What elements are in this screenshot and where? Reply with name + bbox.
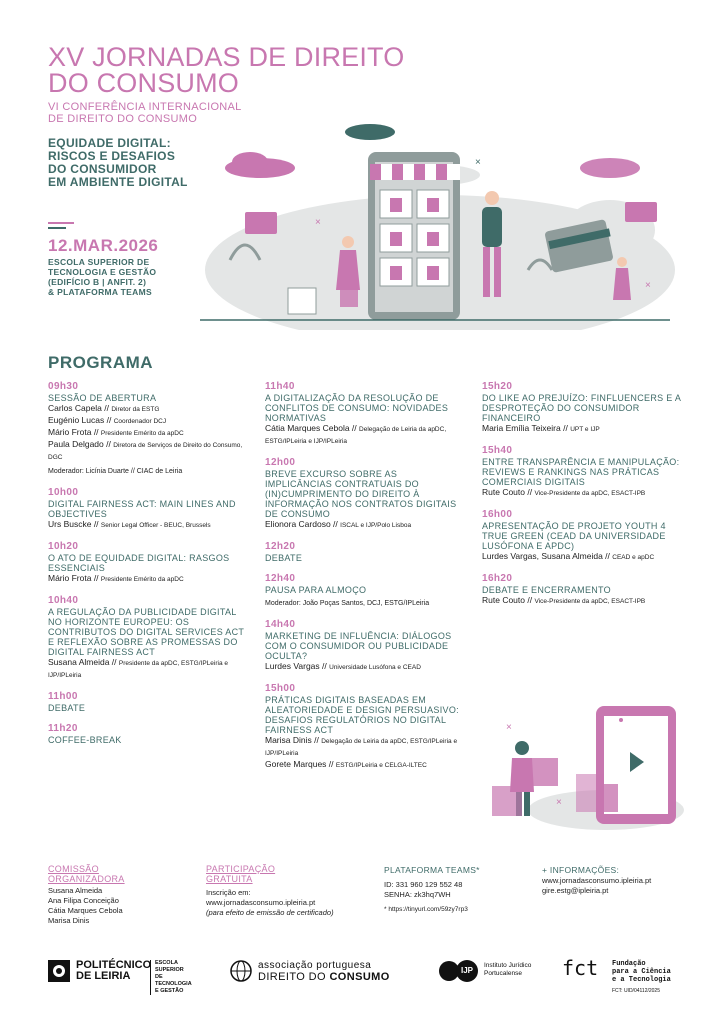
website-link[interactable]: www.jornadasconsumo.ipleiria.pt <box>542 876 652 885</box>
speaker <box>48 573 248 585</box>
speaker <box>48 439 248 463</box>
speaker-name: Marisa Dinis // <box>265 735 319 745</box>
program-session-title: A REGULAÇÃO DA PUBLICIDADE DIGITAL NO HORIZONTE EUROPEU: OS CONTRIBUTOS DO DIGITAL SERVICES ACT E REFLEXÃO SOBRE AS PROMESSAS DO DIGITAL FAIRNESS ACT <box>48 607 245 657</box>
speaker-name: Carlos Capela // <box>48 403 109 413</box>
program-time: 12h40 <box>265 573 296 584</box>
program-session-title: ENTRE TRANSPARÊNCIA E MANIPULAÇÃO: REVIEWS E RANKINGS NAS PRÁTICAS COMERCIAIS DIGITAIS <box>482 457 680 487</box>
program-time: 14h40 <box>265 619 296 630</box>
program-item <box>48 487 248 531</box>
program-session-title: DEBATE E ENCERRAMENTO <box>482 585 611 595</box>
speaker-affiliation: Universidade Lusófona e CEAD <box>329 664 421 671</box>
program-item <box>265 457 465 531</box>
speaker-affiliation: Coordenador DCJ <box>113 418 167 425</box>
speaker-name: Lurdes Vargas // <box>265 661 327 671</box>
program-session-title: PRÁTICAS DIGITAIS BASEADAS EM ALEATORIEDADE E DESIGN PERSUASIVO: DESAFIOS REGULATÓRIOS NO DIGITAL FAIRNESS ACT <box>265 695 459 735</box>
program-time: 12h20 <box>265 541 296 552</box>
program-item <box>48 723 248 745</box>
speaker-affiliation: Delegação de Leiria da apDC, ESTG/IPLeiria e IJP/IPLeiria <box>265 738 458 757</box>
program-session-title: DEBATE <box>48 703 86 713</box>
speaker-affiliation: Diretora de Serviços de Direito do Consumo, DGC <box>48 442 243 461</box>
speaker <box>482 551 682 563</box>
speaker <box>482 595 682 607</box>
program-time: 15h20 <box>482 381 513 392</box>
globe-icon <box>230 960 252 982</box>
program-time: 15h00 <box>265 683 296 694</box>
program-time: 09h30 <box>48 381 79 392</box>
speaker <box>265 661 465 673</box>
teams-info: PLATAFORMA TEAMS* ID: 331 960 129 552 48 SENHA: zk3hq7WH * https://tinyurl.com/59zy7rp3 <box>384 864 534 913</box>
program-time: 10h20 <box>48 541 79 552</box>
program-item <box>48 381 248 477</box>
program-session-title: DIGITAL FAIRNESS ACT: MAIN LINES AND OBJECTIVES <box>48 499 236 519</box>
speaker <box>265 519 465 531</box>
speaker <box>48 403 248 415</box>
program-item <box>265 619 465 673</box>
speaker <box>265 759 465 771</box>
shopping-illustration <box>190 120 680 330</box>
event-subtitle: VI CONFERÊNCIA INTERNACIONAL DE DIREITO DO CONSUMO <box>48 101 242 125</box>
speaker <box>48 427 248 439</box>
svg-text:×: × <box>645 280 651 291</box>
program-item <box>265 573 465 609</box>
svg-text:×: × <box>556 797 562 808</box>
event-theme: EQUIDADE DIGITAL: RISCOS E DESAFIOS DO CONSUMIDOR EM AMBIENTE DIGITAL <box>48 136 188 189</box>
speaker-affiliation: Delegação de Leiria da apDC, ESTG/IPLeiria e IJP/IPLeiria <box>265 426 447 445</box>
program-item <box>482 573 682 607</box>
program-session-title: O ATO DE EQUIDADE DIGITAL: RASGOS ESSENCIAIS <box>48 553 230 573</box>
program-title: PROGRAMA <box>48 353 154 372</box>
speaker <box>265 735 465 759</box>
program-time: 10h40 <box>48 595 79 606</box>
speaker <box>48 415 248 427</box>
speaker-name: Eugénio Lucas // <box>48 415 112 425</box>
speaker-affiliation: Diretor da ESTG <box>111 406 160 413</box>
program-session-title: PAUSA PARA ALMOÇO <box>265 585 367 595</box>
speaker <box>482 423 682 435</box>
speaker-name: Rute Couto // <box>482 595 533 605</box>
more-info: + INFORMAÇÕES: www.jornadasconsumo.ipleiria.pt gire.estg@ipleiria.pt <box>542 864 692 896</box>
speaker-affiliation: Vice-Presidente da apDC, ESACT-IPB <box>534 598 646 605</box>
program-item <box>265 541 465 563</box>
program-time: 11h20 <box>48 723 78 734</box>
program-time: 16h20 <box>482 573 513 584</box>
speaker-name: Cátia Marques Cebola // <box>265 423 357 433</box>
speaker-name: Rute Couto // <box>482 487 533 497</box>
program-time: 11h00 <box>48 691 78 702</box>
program-session-title: APRESENTAÇÃO DE PROJETO YOUTH 4 TRUE GREEN (CEAD DA UNIVERSIDADE LUSÓFONA E APDC) <box>482 521 666 551</box>
program-item <box>265 381 465 447</box>
program-time: 10h00 <box>48 487 79 498</box>
moderator: Moderador: João Poças Santos, DCJ, ESTG/IPLeiria <box>265 600 430 607</box>
program-column-2 <box>265 381 465 781</box>
program-time: 15h40 <box>482 445 513 456</box>
speaker-affiliation: Presidente da apDC, ESTG/IPLeiria e IJP/IPLeiria <box>48 660 229 679</box>
program-item <box>482 381 682 435</box>
politecnico-leiria-logo: POLITÉCNICO DE LEIRIA ESCOLA SUPERIOR DE TECNOLOGIA E GESTÃO <box>48 958 198 998</box>
decor-dash <box>48 222 74 224</box>
program-session-title: MARKETING DE INFLUÊNCIA: DIÁLOGOS COM O CONSUMIDOR OU PUBLICIDADE OCULTA? <box>265 631 452 661</box>
ijp-logo: IJP Instituto Jurídico Portucalense <box>438 958 538 998</box>
teams-link[interactable]: * https://tinyurl.com/59zy7rp3 <box>384 906 468 913</box>
program-column-3 <box>482 381 682 617</box>
speaker-affiliation: Presidente Emérito da apDC <box>100 430 184 437</box>
registration-link[interactable]: www.jornadasconsumo.ipleiria.pt <box>206 898 316 907</box>
program-column-1 <box>48 381 248 755</box>
speaker-affiliation: ISCAL e IJP/Polo Lisboa <box>340 522 412 529</box>
program-time: 12h00 <box>265 457 296 468</box>
svg-text:×: × <box>506 722 512 733</box>
speaker-name: Mário Frota // <box>48 573 99 583</box>
program-time: 16h00 <box>482 509 513 520</box>
speaker-affiliation: Senior Legal Officer - BEUC, Brussels <box>100 522 211 529</box>
program-item <box>482 509 682 563</box>
program-item <box>265 683 465 771</box>
speaker-name: Mário Frota // <box>48 427 99 437</box>
speaker-name: Maria Emília Teixeira // <box>482 423 568 433</box>
video-shopping-illustration <box>486 700 686 830</box>
svg-text:×: × <box>475 157 481 168</box>
speaker-name: Urs Buscke // <box>48 519 99 529</box>
event-title: XV JORNADAS DE DIREITO DO CONSUMO <box>48 42 405 98</box>
speaker <box>265 423 465 447</box>
apdc-logo: associação portuguesa DIREITO DO CONSUMO <box>230 958 420 998</box>
speaker-name: Susana Almeida // <box>48 657 117 667</box>
speaker-affiliation: ESTG/IPLeiria e CELGA-ILTEC <box>335 762 427 769</box>
program-session-title: COFFEE-BREAK <box>48 735 122 745</box>
fct-logo: fct Fundação para a Ciência e a Tecnologia FCT: UID/04112/2025 <box>562 956 671 994</box>
program-session-title: SESSÃO DE ABERTURA <box>48 393 157 403</box>
speaker-name: Gorete Marques // <box>265 759 334 769</box>
speaker-affiliation: Vice-Presidente da apDC, ESACT-IPB <box>534 490 646 497</box>
moderator: Moderador: Licínia Duarte // CIAC de Leiria <box>48 468 183 475</box>
speaker-name: Paula Delgado // <box>48 439 111 449</box>
speaker <box>48 519 248 531</box>
event-venue: ESCOLA SUPERIOR DE TECNOLOGIA E GESTÃO (EDIFÍCIO B | ANFIT. 2) & PLATAFORMA TEAMS <box>48 257 157 297</box>
program-session-title: A DIGITALIZAÇÃO DA RESOLUÇÃO DE CONFLITOS DE CONSUMO: NOVIDADES NORMATIVAS <box>265 393 449 423</box>
program-session-title: DO LIKE AO PREJUÍZO: FINFLUENCERS E A DESPROTEÇÃO DO CONSUMIDOR FINANCEIRO <box>482 393 681 423</box>
speaker-affiliation: UPT e IJP <box>570 426 600 433</box>
speaker-name: Elionora Cardoso // <box>265 519 338 529</box>
program-time: 11h40 <box>265 381 295 392</box>
program-item <box>48 541 248 585</box>
speaker <box>48 657 248 681</box>
politecnico-emblem-icon <box>48 960 70 982</box>
program-session-title: DEBATE <box>265 553 303 563</box>
speaker-name: Lurdes Vargas, Susana Almeida // <box>482 551 610 561</box>
speaker-affiliation: Presidente Emérito da apDC <box>100 576 184 583</box>
program-session-title: BREVE EXCURSO SOBRE AS IMPLICÂNCIAS CONTRATUAIS DO (IN)CUMPRIMENTO DO DIREITO À INFORMAÇÃO NOS CONTRATOS DIGITAIS DE CONSUMO <box>265 469 457 519</box>
program-item <box>48 691 248 713</box>
participation-info: PARTICIPAÇÃO GRATUITA Inscrição em: www.jornadasconsumo.ipleiria.pt (para efeito de emissão de certificado) <box>206 864 376 918</box>
email-link[interactable]: gire.estg@ipleiria.pt <box>542 886 609 895</box>
event-date: 12.MAR.2026 <box>48 236 159 255</box>
speaker-affiliation: CEAD e apDC <box>612 554 655 561</box>
organizing-committee: COMISSÃO ORGANIZADORA Susana Almeida Ana Filipa Conceição Cátia Marques Cebola Marisa Dinis <box>48 864 125 925</box>
program-item <box>48 595 248 681</box>
program-item <box>482 445 682 499</box>
decor-dash <box>48 227 66 229</box>
speaker <box>482 487 682 499</box>
svg-text:×: × <box>315 217 321 228</box>
